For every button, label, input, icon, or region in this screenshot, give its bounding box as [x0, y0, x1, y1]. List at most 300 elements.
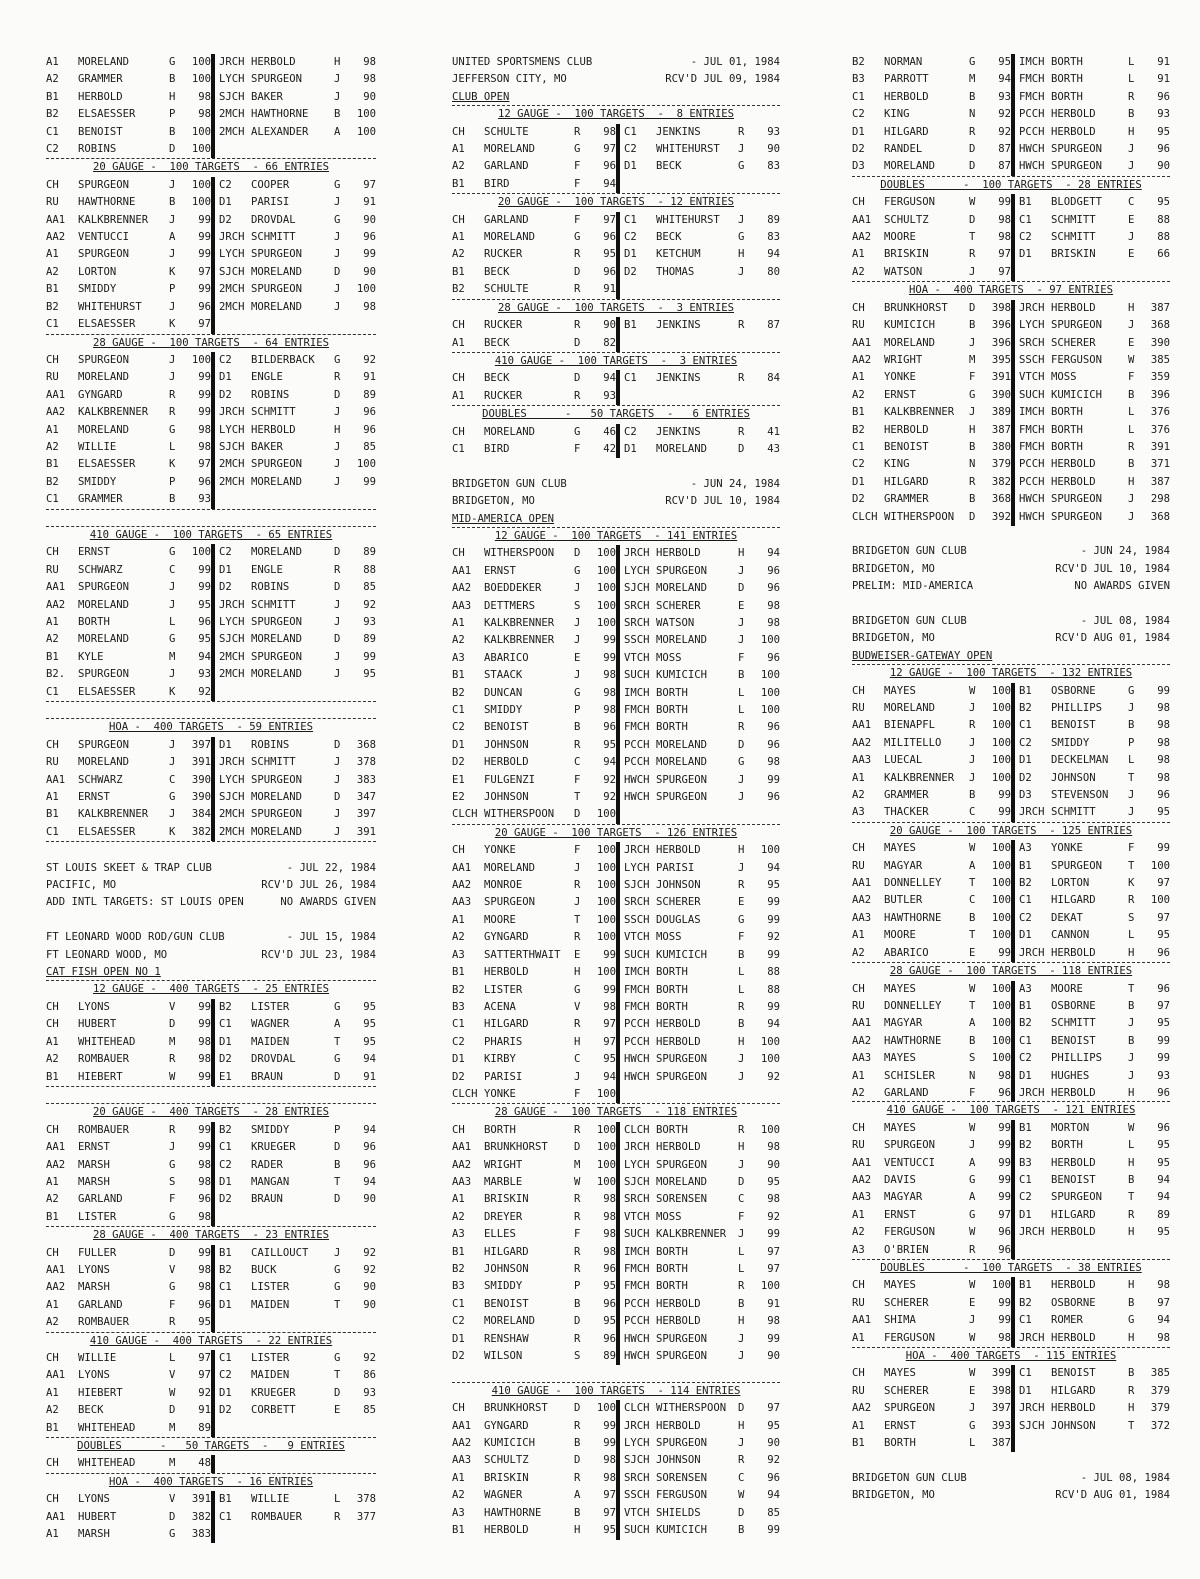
score: 95	[1157, 1017, 1170, 1030]
left-entry	[852, 1068, 1011, 1085]
score: 98	[1157, 719, 1170, 732]
squad-letter: J	[334, 300, 341, 313]
right-entry	[211, 562, 376, 579]
shooter-name: SPURGEON	[656, 1350, 708, 1363]
squad-letter: B	[1128, 1034, 1135, 1047]
score: 94	[603, 177, 616, 190]
squad-letter: L	[169, 440, 176, 453]
right-entry	[211, 1069, 376, 1086]
score: 96	[603, 1297, 616, 1310]
right-entry	[616, 719, 780, 736]
squad-letter: H	[1128, 1226, 1135, 1239]
shooter-name: BRISKIN	[884, 248, 929, 261]
right-entry	[1011, 212, 1170, 229]
right-entry	[211, 1314, 376, 1331]
squad-letter: J	[334, 440, 341, 453]
class-code: C2	[624, 143, 637, 156]
right-entry	[211, 631, 376, 648]
class-code: C1	[219, 1281, 232, 1294]
class-code: JRCH	[624, 547, 650, 560]
left-entry	[452, 964, 616, 981]
left-entry	[452, 1122, 616, 1139]
shooter-name: SCHULTZ	[884, 213, 929, 226]
shooter-name: ELSAESSER	[78, 318, 136, 331]
class-code: B3	[452, 1280, 465, 1293]
result-row	[46, 562, 376, 579]
shooter-name: BRAUN	[251, 1193, 283, 1206]
squad-letter: W	[969, 1121, 976, 1134]
score: 100	[1150, 859, 1170, 872]
result-row	[452, 1452, 780, 1469]
right-entry	[616, 1331, 780, 1348]
shooter-name: BORTH	[656, 1280, 688, 1293]
score: 42	[603, 442, 616, 455]
left-entry	[452, 667, 616, 684]
shooter-name: HAWTHORNE	[251, 108, 309, 121]
squad-letter: L	[169, 615, 176, 628]
class-code: C1	[1019, 719, 1032, 732]
squad-letter: J	[738, 861, 745, 874]
squad-letter: B	[574, 721, 581, 734]
shooter-name: ERNST	[78, 1141, 110, 1154]
squad-letter: W	[574, 1175, 581, 1188]
class-code: AA1	[46, 1510, 66, 1523]
right-entry	[1011, 1330, 1170, 1347]
class-code: A2	[852, 1226, 865, 1239]
score: 95	[198, 598, 211, 611]
class-code: D1	[452, 1332, 465, 1345]
squad-letter: J	[334, 283, 341, 296]
right-entry	[616, 737, 780, 754]
result-row	[852, 787, 1170, 804]
shooter-name: JENKINS	[656, 425, 701, 438]
event-heading: 410 GAUGE - 100 TARGETS - 114 ENTRIES	[452, 1383, 780, 1400]
header-left: UNITED SPORTSMENS CLUB	[452, 56, 593, 68]
class-code: C1	[452, 1297, 465, 1310]
right-entry	[616, 212, 780, 229]
right-entry	[616, 1244, 780, 1261]
shooter-name: MORELAND	[251, 668, 303, 681]
class-code: B2	[852, 56, 865, 68]
left-entry	[852, 945, 1011, 962]
score: 89	[363, 633, 376, 646]
class-code: LYCH	[624, 1437, 650, 1450]
left-entry	[852, 1207, 1011, 1224]
shooter-name: HERBOLD	[1051, 475, 1096, 488]
score: 100	[596, 1175, 616, 1188]
class-code: B3	[852, 73, 865, 86]
shooter-name: HILGARD	[884, 125, 929, 138]
right-entry	[616, 1470, 780, 1487]
score: 99	[767, 1228, 780, 1241]
class-code: AA2	[852, 1034, 872, 1047]
right-entry	[616, 789, 780, 806]
score: 95	[363, 1000, 376, 1013]
score: 91	[198, 1404, 211, 1417]
squad-letter: H	[334, 56, 341, 68]
result-row	[46, 456, 376, 473]
score: 96	[198, 615, 211, 628]
shooter-name: ROMBAUER	[78, 1053, 130, 1066]
squad-letter: G	[574, 564, 581, 577]
squad-letter: H	[738, 547, 745, 560]
class-code: D2	[452, 756, 465, 769]
spacer	[852, 1452, 1170, 1469]
class-code: A1	[852, 1069, 865, 1082]
squad-letter: B	[969, 90, 976, 103]
score: 91	[1157, 56, 1170, 68]
shooter-name: JOHNSON	[656, 879, 701, 892]
score: 46	[603, 425, 616, 438]
left-entry	[46, 439, 211, 456]
class-code: SRCH	[624, 896, 650, 909]
squad-letter: R	[574, 1332, 581, 1345]
squad-letter: D	[738, 1175, 745, 1188]
squad-letter: N	[969, 108, 976, 121]
score: 99	[998, 946, 1011, 959]
shooter-name: BENOIST	[78, 125, 123, 138]
class-code: C1	[219, 1351, 232, 1364]
score: 96	[767, 738, 780, 751]
class-code: JRCH	[624, 844, 650, 857]
squad-letter: T	[334, 1175, 341, 1188]
left-entry	[452, 1313, 616, 1330]
score: 100	[991, 842, 1011, 855]
right-entry	[616, 1174, 780, 1191]
spacer	[852, 526, 1170, 543]
left-entry	[46, 299, 211, 316]
squad-letter: D	[334, 1141, 341, 1154]
squad-letter: J	[334, 808, 341, 821]
left-entry	[852, 212, 1011, 229]
shooter-name: SCHMITT	[1051, 231, 1096, 244]
shooter-name: SPURGEON	[251, 458, 303, 471]
score: 98	[767, 1193, 780, 1206]
score: 48	[198, 1457, 211, 1470]
shooter-name: HERBOLD	[78, 90, 123, 103]
score: 82	[603, 336, 616, 349]
squad-letter: J	[169, 738, 176, 751]
class-code: E1	[452, 773, 465, 786]
score: 96	[603, 265, 616, 278]
left-entry	[46, 177, 211, 194]
score: 99	[998, 789, 1011, 802]
right-entry	[1011, 683, 1170, 700]
class-code: A1	[46, 1298, 59, 1311]
squad-letter: H	[1128, 301, 1135, 314]
class-code: CH	[852, 842, 865, 855]
left-entry	[452, 1487, 616, 1504]
squad-letter: W	[969, 1279, 976, 1292]
squad-letter: H	[1128, 1086, 1135, 1099]
class-code: B1	[452, 1524, 465, 1537]
score: 100	[991, 736, 1011, 749]
class-code: A1	[46, 423, 59, 436]
right-entry	[616, 1191, 780, 1208]
score: 98	[198, 1175, 211, 1188]
score: 97	[998, 265, 1011, 278]
result-row	[852, 124, 1170, 141]
shooter-name: BILDERBACK	[251, 353, 315, 366]
result-row	[46, 1279, 376, 1296]
score: 298	[1150, 493, 1170, 506]
score: 95	[198, 633, 211, 646]
squad-letter: M	[969, 73, 976, 86]
shooter-name: MORTON	[1051, 1121, 1090, 1134]
left-entry	[852, 404, 1011, 421]
class-code: B1	[452, 265, 465, 278]
score: 100	[191, 73, 211, 86]
shooter-name: MAYES	[884, 1121, 916, 1134]
shooter-name: MAYES	[884, 842, 916, 855]
class-code: HWCH	[1019, 143, 1045, 156]
left-entry	[452, 737, 616, 754]
results-table	[46, 159, 376, 334]
score: 85	[767, 1506, 780, 1519]
left-entry	[46, 106, 211, 123]
right-entry	[1011, 1189, 1170, 1206]
shooter-name: SPURGEON	[484, 896, 536, 909]
left-entry	[46, 422, 211, 439]
result-row	[452, 754, 780, 771]
shooter-name: KALKBRENNER	[78, 808, 149, 821]
squad-letter: D	[334, 1386, 341, 1399]
header-line	[852, 613, 1170, 630]
squad-letter: H	[738, 1315, 745, 1328]
right-entry	[211, 999, 376, 1016]
squad-letter: J	[738, 213, 745, 226]
right-entry	[616, 335, 780, 352]
shooter-name: RUCKER	[484, 248, 523, 261]
shooter-name: YONKE	[884, 371, 916, 384]
score: 100	[596, 879, 616, 892]
shooter-name: ERNST	[484, 564, 516, 577]
class-code: 2MCH	[219, 475, 245, 488]
class-code: CLCH	[624, 1402, 650, 1415]
left-entry	[46, 1314, 211, 1331]
class-code: SSCH	[624, 634, 650, 647]
shooter-name: BECK	[656, 160, 682, 173]
score: 99	[998, 1173, 1011, 1186]
right-entry	[211, 281, 376, 298]
score: 371	[1150, 458, 1170, 471]
shooter-name: RENSHAW	[484, 1332, 529, 1345]
header-right: - JUN 24, 1984	[690, 477, 780, 490]
squad-letter: J	[169, 581, 176, 594]
left-entry	[452, 650, 616, 667]
squad-letter: D	[574, 336, 581, 349]
squad-letter: F	[1128, 842, 1135, 855]
shooter-name: HERBOLD	[656, 1018, 701, 1031]
shooter-name: JENKINS	[656, 125, 701, 138]
left-entry	[452, 1139, 616, 1156]
shooter-name: KUMICICH	[1051, 388, 1103, 401]
shooter-name: VENTUCCI	[78, 231, 130, 244]
results-table	[452, 406, 780, 458]
class-code: B1	[624, 319, 637, 332]
shooter-name: KALKBRENNER	[484, 616, 555, 629]
left-entry	[46, 1279, 211, 1296]
result-row	[452, 212, 780, 229]
spacer	[852, 596, 1170, 613]
right-entry	[1011, 735, 1170, 752]
class-code: D1	[1019, 1208, 1032, 1221]
left-entry	[46, 369, 211, 386]
shooter-name: OSBORNE	[1051, 684, 1096, 697]
class-code: A2	[46, 1193, 59, 1206]
squad-letter: G	[169, 1158, 176, 1171]
shooter-name: YONKE	[484, 1087, 516, 1100]
shooter-name: LISTER	[251, 1351, 290, 1364]
score: 100	[191, 196, 211, 209]
score: 99	[603, 983, 616, 996]
event-heading: 28 GAUGE - 100 TARGETS - 64 ENTRIES	[46, 335, 376, 352]
class-code: AA1	[46, 773, 66, 786]
result-row	[46, 1191, 376, 1208]
class-code: SUCH	[624, 1228, 650, 1241]
class-code: B3	[452, 1000, 465, 1013]
result-row	[46, 1509, 376, 1526]
result-row	[46, 246, 376, 263]
class-code: C2	[1019, 231, 1032, 244]
shooter-name: DROVDAL	[251, 1053, 296, 1066]
shooter-name: KRUEGER	[251, 1386, 296, 1399]
left-entry	[452, 982, 616, 999]
squad-letter: G	[169, 1281, 176, 1294]
left-entry	[452, 632, 616, 649]
right-entry	[211, 579, 376, 596]
result-row	[852, 927, 1170, 944]
result-row	[852, 998, 1170, 1015]
squad-letter: G	[334, 1053, 341, 1066]
score: 90	[767, 1158, 780, 1171]
header-left: PRELIM: MID-AMERICA	[852, 580, 974, 593]
left-entry	[852, 335, 1011, 352]
result-row	[452, 141, 780, 158]
shooter-name: BORTH	[1051, 73, 1083, 86]
left-entry	[46, 806, 211, 823]
class-code: PCCH	[1019, 458, 1045, 471]
shooter-name: LUECAL	[884, 754, 923, 767]
header-left: FT LEONARD WOOD, MO	[46, 948, 168, 961]
shooter-name: SHIELDS	[656, 1506, 701, 1519]
shooter-name: HERBOLD	[1051, 946, 1096, 959]
left-entry	[452, 441, 616, 458]
score: 98	[363, 73, 376, 86]
class-code: SRCH	[624, 616, 650, 629]
class-code: D1	[1019, 754, 1032, 767]
shooter-name: THOMAS	[656, 265, 695, 278]
header-right: - JUN 24, 1984	[1080, 545, 1170, 558]
left-entry	[452, 1296, 616, 1313]
class-code: C1	[46, 125, 59, 138]
squad-letter: J	[334, 615, 341, 628]
score: 378	[356, 1493, 376, 1506]
right-entry	[1011, 1172, 1170, 1189]
result-row	[852, 229, 1170, 246]
results-table	[46, 335, 376, 510]
right-entry	[1011, 787, 1170, 804]
class-code: D1	[219, 1175, 232, 1188]
left-entry	[46, 1191, 211, 1208]
class-code: A2	[46, 1404, 59, 1417]
squad-letter: J	[969, 754, 976, 767]
class-code: A2	[852, 789, 865, 802]
class-code: AA2	[452, 1158, 472, 1171]
header-line	[46, 877, 376, 894]
right-entry	[211, 439, 376, 456]
shooter-name: HERBOLD	[656, 1035, 701, 1048]
event-heading: HOA - 400 TARGETS - 16 ENTRIES	[46, 1474, 376, 1491]
score: 100	[991, 684, 1011, 697]
results-table	[46, 719, 376, 842]
right-entry	[211, 89, 376, 106]
score: 87	[767, 319, 780, 332]
left-entry	[852, 106, 1011, 123]
score: 97	[198, 1351, 211, 1364]
right-entry	[616, 158, 780, 175]
squad-letter: G	[334, 178, 341, 191]
class-code: CH	[452, 844, 465, 857]
shooter-name: CAILLOUCT	[251, 1246, 309, 1259]
result-row	[46, 1402, 376, 1419]
shooter-name: HERBOLD	[1051, 1331, 1096, 1344]
score: 92	[363, 1263, 376, 1276]
right-entry	[616, 615, 780, 632]
result-row	[852, 1155, 1170, 1172]
class-code: C1	[1019, 1314, 1032, 1327]
result-row	[852, 404, 1170, 421]
shooter-name: COOPER	[251, 178, 290, 191]
results-table	[852, 665, 1170, 823]
squad-letter: T	[1128, 859, 1135, 872]
class-code: JRCH	[624, 1141, 650, 1154]
right-entry	[616, 772, 780, 789]
class-code: A1	[452, 143, 465, 156]
score: 98	[767, 756, 780, 769]
squad-letter: E	[1128, 336, 1135, 349]
score: 392	[991, 510, 1011, 523]
class-code: B1	[46, 1421, 59, 1434]
shooter-name: HERBOLD	[656, 1315, 701, 1328]
class-code: C2	[852, 458, 865, 471]
class-code: LYCH	[1019, 319, 1045, 332]
shooter-name: DECKELMAN	[1051, 754, 1109, 767]
left-entry	[452, 702, 616, 719]
right-entry	[1011, 1085, 1170, 1102]
score: 100	[760, 1123, 780, 1136]
shooter-name: PARISI	[251, 196, 290, 209]
squad-letter: H	[969, 423, 976, 436]
shooter-name: RADER	[251, 1158, 283, 1171]
score: 100	[760, 844, 780, 857]
score: 99	[767, 948, 780, 961]
class-code: AA2	[452, 582, 472, 595]
right-entry	[616, 246, 780, 263]
header-line	[46, 947, 376, 964]
left-entry	[452, 999, 616, 1016]
shooter-name: DONNELLEY	[884, 877, 942, 890]
right-entry	[616, 667, 780, 684]
squad-letter: G	[334, 353, 341, 366]
result-row	[46, 1174, 376, 1191]
result-row	[46, 299, 376, 316]
class-code: C1	[46, 685, 59, 698]
shooter-name: HUGHES	[1051, 1069, 1090, 1082]
result-row	[46, 1157, 376, 1174]
score: 99	[767, 1332, 780, 1345]
shooter-name: MORELAND	[78, 371, 130, 384]
